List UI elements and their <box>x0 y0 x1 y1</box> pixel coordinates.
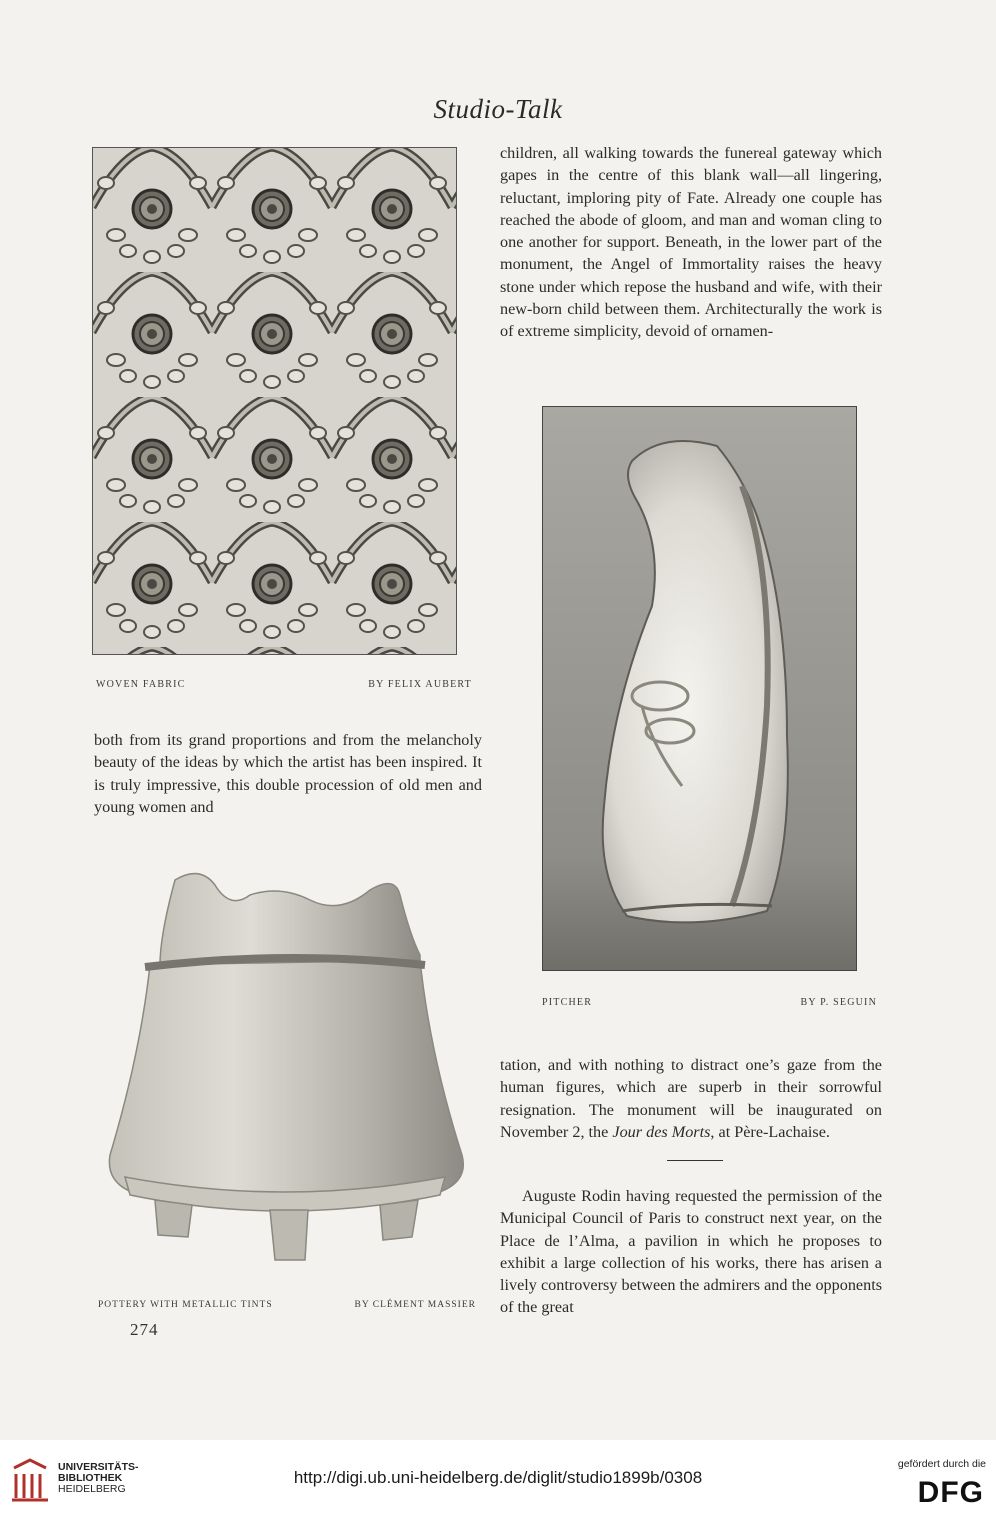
pitcher-caption-title: PITCHER <box>542 997 593 1008</box>
right-column-bottom-text-2 <box>500 1185 882 1319</box>
pottery-illustration <box>100 855 470 1275</box>
pottery-caption-artist: BY CLÉMENT MASSIER <box>354 1300 476 1310</box>
paragraph: both from its grand proportions and from the melancholy beauty of the ideas by which the artist has been inspired. It is truly impressive, this double procession of old men and young women and <box>94 731 482 816</box>
paragraph: children, all walking towards the funereal gateway which gapes in the centre of this blank wall—all lingering, reluctant, imploring pity of Fate. Already one couple has reached the abode of gloom, and man and woman cling to one another for support. Beneath, in the lower part of the monument, the Angel of Immortality raises the heavy stone under which repose the husband and wife, with their new-born child between them. Architecturally the work is of extreme simplicity, devoid of ornamen- <box>500 144 882 341</box>
right-column-bottom-text-1 <box>500 1054 882 1143</box>
fabric-caption-artist: BY FELIX AUBERT <box>368 679 472 690</box>
digitization-footer <box>0 1440 996 1519</box>
pitcher-caption <box>542 997 877 1008</box>
paragraph: tation, and with nothing to distract one’s gaze from the human figures, which are superb in their sorrowful resignation. The monument will be inaugurated on November 2, the Jour des Morts, at Père-Lachaise. <box>500 1056 882 1141</box>
woven-fabric-illustration <box>92 147 457 655</box>
fabric-caption <box>96 679 472 690</box>
pottery-caption <box>98 1300 476 1310</box>
paragraph: Auguste Rodin having requested the permission of the Municipal Council of Paris to construct next year, on the Place de l’Alma, a pavilion in which he proposes to exhibit a large collection of his works, there has arisen a lively controversy between the admirers and the opponents of the great <box>500 1187 882 1317</box>
pitcher-caption-artist: BY P. SEGUIN <box>800 997 877 1008</box>
pitcher-illustration <box>542 406 857 971</box>
right-column-top-text <box>500 142 882 343</box>
section-divider <box>667 1160 723 1161</box>
pottery-caption-title: POTTERY WITH METALLIC TINTS <box>98 1300 273 1310</box>
funded-by-label: gefördert durch die <box>897 1458 986 1470</box>
fabric-caption-title: WOVEN FABRIC <box>96 679 186 690</box>
permalink[interactable]: http://digi.ub.uni-heidelberg.de/diglit/studio1899b/0308 <box>293 1468 703 1487</box>
dfg-logo: DFG <box>917 1476 984 1509</box>
running-head: Studio-Talk <box>433 94 563 124</box>
left-column-middle-text <box>94 729 482 818</box>
page-number: 274 <box>130 1320 159 1339</box>
library-name: UNIVERSITÄTS- BIBLIOTHEK HEIDELBERG <box>58 1461 139 1495</box>
